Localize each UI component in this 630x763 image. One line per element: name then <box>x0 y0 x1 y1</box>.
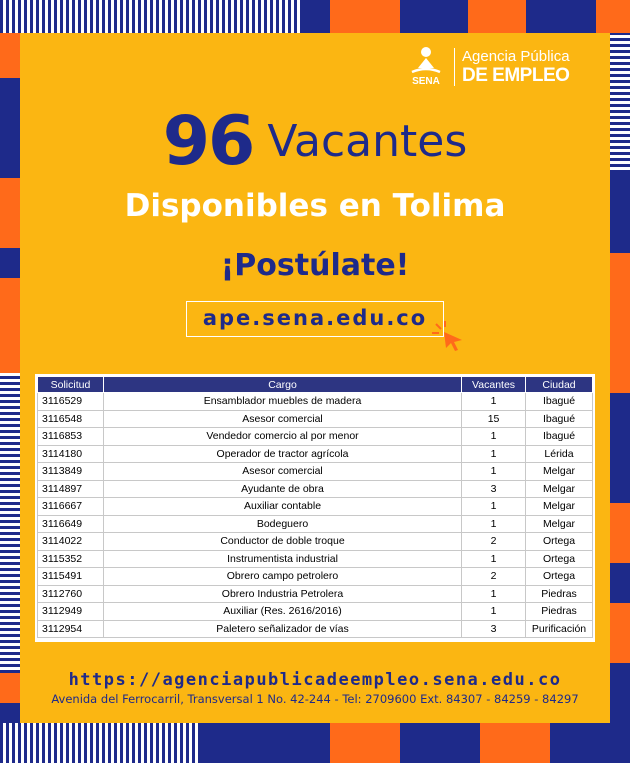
cell-solicitud: 3112760 <box>38 585 104 603</box>
table-row <box>38 410 593 428</box>
table-row <box>38 603 593 621</box>
headline-vacancy-count <box>0 102 630 181</box>
cell-vacantes: 15 <box>462 410 526 428</box>
table-row <box>38 463 593 481</box>
site-url-link[interactable]: ape.sena.edu.co <box>186 301 444 337</box>
cell-vacantes: 2 <box>462 533 526 551</box>
table-row <box>38 533 593 551</box>
cell-solicitud: 3115352 <box>38 550 104 568</box>
table-row <box>38 568 593 586</box>
table-row <box>38 445 593 463</box>
cell-ciudad: Melgar <box>526 463 593 481</box>
column-header-solicitud: Solicitud <box>38 377 104 393</box>
cell-ciudad: Purificación <box>526 620 593 638</box>
agency-name-line2: DE EMPLEO <box>462 65 570 86</box>
cell-solicitud: 3114022 <box>38 533 104 551</box>
logo-divider <box>454 48 455 86</box>
column-header-vacantes: Vacantes <box>462 377 526 393</box>
vacancies-table <box>37 376 593 638</box>
headline-cta: ¡Postúlate! <box>220 248 410 283</box>
table-header-row <box>38 377 593 393</box>
sena-logo-text: SENA <box>412 76 440 87</box>
column-header-ciudad: Ciudad <box>526 377 593 393</box>
cell-cargo: Auxiliar (Res. 2616/2016) <box>103 603 461 621</box>
vacancy-count: 96 <box>162 102 254 181</box>
vacancies-table-container <box>35 374 595 642</box>
cell-cargo: Vendedor comercio al por menor <box>103 428 461 446</box>
cell-ciudad: Melgar <box>526 515 593 533</box>
table-row <box>38 550 593 568</box>
cell-cargo: Ayudante de obra <box>103 480 461 498</box>
footer-address: Avenida del Ferrocarril, Transversal 1 No. 42-244 - Tel: 2709600 Ext. 84307 - 84259 - 84297 <box>51 692 579 706</box>
agency-name-line1: Agencia Pública <box>462 48 570 65</box>
cell-ciudad: Piedras <box>526 603 593 621</box>
cell-cargo: Bodeguero <box>103 515 461 533</box>
cell-cargo: Paletero señalizador de vías <box>103 620 461 638</box>
cell-ciudad: Melgar <box>526 498 593 516</box>
cell-vacantes: 1 <box>462 550 526 568</box>
cell-solicitud: 3114180 <box>38 445 104 463</box>
cell-vacantes: 1 <box>462 445 526 463</box>
table-row <box>38 393 593 411</box>
cell-cargo: Obrero campo petrolero <box>103 568 461 586</box>
footer-url-link[interactable]: https://agenciapublicadeempleo.sena.edu.co <box>68 670 562 690</box>
cell-ciudad: Lérida <box>526 445 593 463</box>
cell-cargo: Obrero Industria Petrolera <box>103 585 461 603</box>
cell-ciudad: Ortega <box>526 533 593 551</box>
cell-vacantes: 1 <box>462 463 526 481</box>
cell-ciudad: Ortega <box>526 550 593 568</box>
cell-solicitud: 3116548 <box>38 410 104 428</box>
cell-solicitud: 3112949 <box>38 603 104 621</box>
cell-solicitud: 3116667 <box>38 498 104 516</box>
cell-cargo: Asesor comercial <box>103 463 461 481</box>
cell-cargo: Auxiliar contable <box>103 498 461 516</box>
table-row <box>38 428 593 446</box>
vacancy-word: Vacantes <box>267 116 468 167</box>
table-row <box>38 498 593 516</box>
column-header-cargo: Cargo <box>103 377 461 393</box>
cell-solicitud: 3113849 <box>38 463 104 481</box>
cell-vacantes: 3 <box>462 480 526 498</box>
cell-cargo: Asesor comercial <box>103 410 461 428</box>
cell-vacantes: 1 <box>462 515 526 533</box>
cell-solicitud: 3116529 <box>38 393 104 411</box>
cell-ciudad: Ibagué <box>526 428 593 446</box>
cell-solicitud: 3114897 <box>38 480 104 498</box>
cell-vacantes: 1 <box>462 428 526 446</box>
cell-vacantes: 1 <box>462 498 526 516</box>
table-row <box>38 620 593 638</box>
table-row <box>38 480 593 498</box>
sena-logo-icon <box>404 44 448 88</box>
cell-vacantes: 1 <box>462 393 526 411</box>
cell-ciudad: Piedras <box>526 585 593 603</box>
cell-solicitud: 3112954 <box>38 620 104 638</box>
cell-solicitud: 3115491 <box>38 568 104 586</box>
cell-ciudad: Ibagué <box>526 410 593 428</box>
cell-ciudad: Melgar <box>526 480 593 498</box>
cell-ciudad: Ortega <box>526 568 593 586</box>
agency-logo <box>404 44 584 90</box>
cell-cargo: Operador de tractor agrícola <box>103 445 461 463</box>
cell-vacantes: 1 <box>462 585 526 603</box>
cell-vacantes: 2 <box>462 568 526 586</box>
cursor-click-icon <box>430 320 466 352</box>
cell-cargo: Conductor de doble troque <box>103 533 461 551</box>
table-row <box>38 585 593 603</box>
cell-solicitud: 3116853 <box>38 428 104 446</box>
cell-solicitud: 3116649 <box>38 515 104 533</box>
cell-vacantes: 3 <box>462 620 526 638</box>
cell-ciudad: Ibagué <box>526 393 593 411</box>
headline-subtitle: Disponibles en Tolima <box>124 188 506 224</box>
table-row <box>38 515 593 533</box>
cell-cargo: Instrumentista industrial <box>103 550 461 568</box>
cell-vacantes: 1 <box>462 603 526 621</box>
cell-cargo: Ensamblador muebles de madera <box>103 393 461 411</box>
